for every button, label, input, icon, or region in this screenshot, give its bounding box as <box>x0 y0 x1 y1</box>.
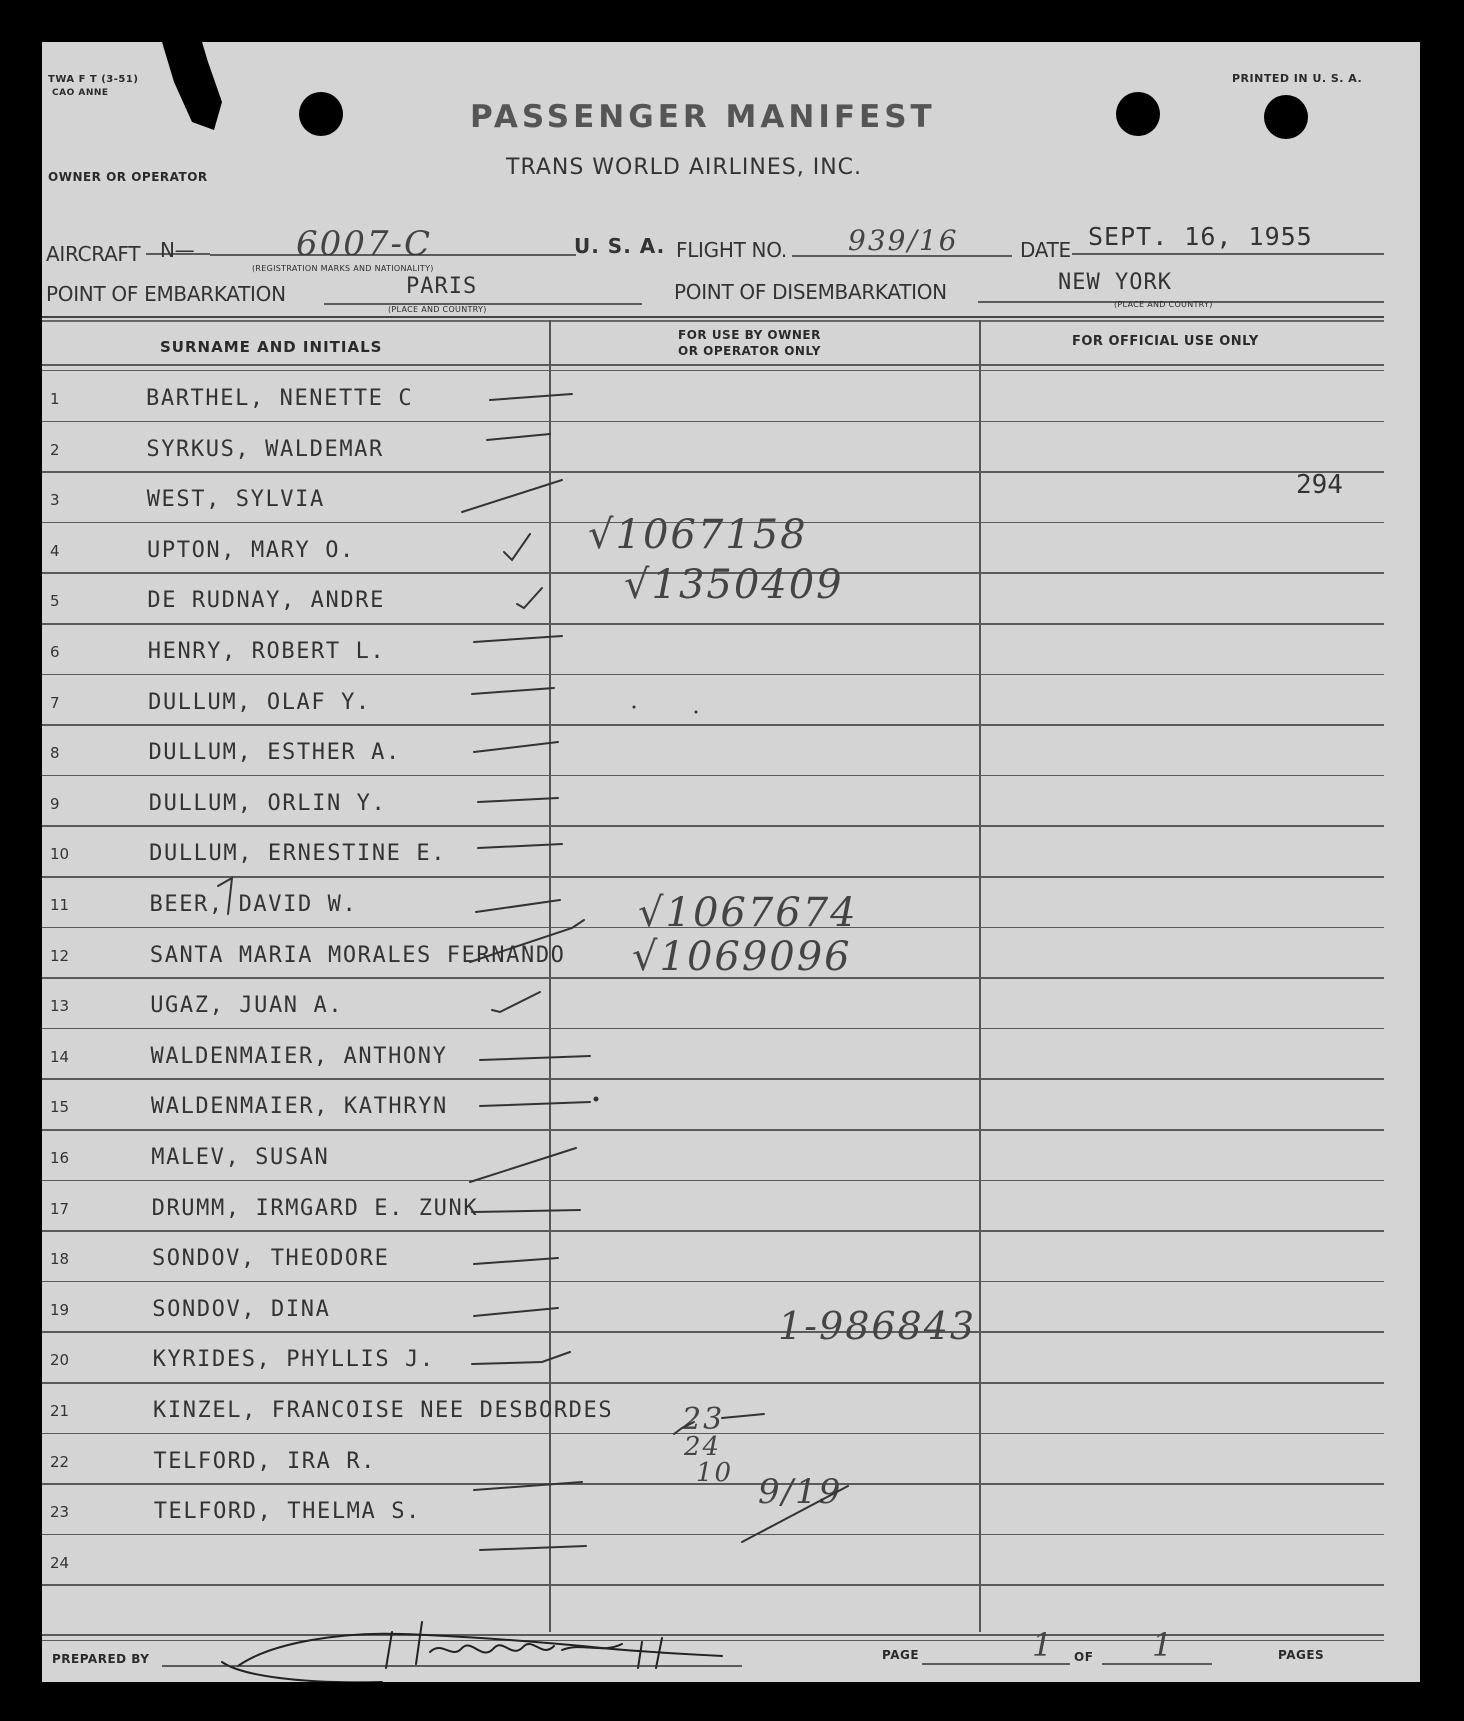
row-number: 2 <box>50 440 60 459</box>
passenger-name: SYRKUS, WALDEMAR <box>146 436 384 462</box>
row-number: 5 <box>50 592 60 611</box>
page-title: PASSENGER MANIFEST <box>470 99 936 135</box>
row-number: 24 <box>50 1553 70 1572</box>
row-number: 15 <box>50 1098 70 1117</box>
passenger-name: TELFORD, THELMA S. <box>153 1499 421 1525</box>
tally-1: 23 <box>682 1402 725 1437</box>
form-annex: CAO ANNE <box>52 88 109 98</box>
passenger-name: HENRY, ROBERT L. <box>147 639 386 664</box>
row-number: 18 <box>50 1250 70 1269</box>
passenger-name: WALDENMAIER, ANTHONY <box>150 1043 448 1069</box>
aircraft-caption: (REGISTRATION MARKS AND NATIONALITY) <box>252 264 434 273</box>
manifest-sheet <box>42 42 1420 1682</box>
column-header-owner-use-1: FOR USE BY OWNER <box>678 328 821 342</box>
passenger-name: MALEV, SUSAN <box>151 1145 330 1170</box>
disembarkation-value: NEW YORK <box>1058 270 1172 295</box>
passenger-name: DULLUM, ESTHER A. <box>148 740 401 766</box>
passenger-name: KYRIDES, PHYLLIS J. <box>152 1347 435 1373</box>
flight-date: SEPT. 16, 1955 <box>1088 222 1313 251</box>
aircraft-prefix: N— <box>160 238 195 262</box>
passenger-name: SANTA MARIA MORALES FERNANDO <box>149 942 566 968</box>
row-number: 17 <box>50 1199 70 1218</box>
tally-date: 9/19 <box>758 1472 843 1512</box>
of-label: OF <box>1074 1650 1094 1664</box>
passenger-name: DULLUM, ERNESTINE E. <box>149 841 447 867</box>
owner-note-row-5: √1350409 <box>624 562 844 608</box>
row-number: 21 <box>50 1402 70 1420</box>
owner-operator-label: OWNER OR OPERATOR <box>48 170 208 184</box>
form-number: TWA F T (3-51) <box>48 74 139 85</box>
aircraft-label: AIRCRAFT <box>46 242 141 266</box>
row-number: 19 <box>50 1300 70 1319</box>
usa-label: U. S. A. <box>574 234 666 258</box>
owner-note-row-4: √1067158 <box>588 512 808 558</box>
passenger-name: SONDOV, DINA <box>152 1296 331 1322</box>
flight-number: 939/16 <box>848 224 959 257</box>
embarkation-caption: (PLACE AND COUNTRY) <box>388 305 487 314</box>
row-number: 10 <box>50 845 70 864</box>
date-label: DATE <box>1020 238 1071 262</box>
disembarkation-label: POINT OF DISEMBARKATION <box>674 280 947 304</box>
passenger-name: BEER, DAVID W. <box>149 892 358 917</box>
row-number: 1 <box>50 390 60 408</box>
passenger-name: SONDOV, THEODORE <box>151 1246 390 1272</box>
passenger-name: TELFORD, IRA R. <box>153 1448 377 1474</box>
passenger-name: DULLUM, OLAF Y. <box>148 689 371 715</box>
tally-2: 24 <box>684 1432 722 1462</box>
row-number: 4 <box>50 541 60 560</box>
official-note-row-3: 294 <box>1296 470 1343 500</box>
page-label: PAGE <box>882 1648 920 1662</box>
flight-label: FLIGHT NO. <box>676 238 787 262</box>
airline-name: TRANS WORLD AIRLINES, INC. <box>506 155 863 180</box>
prepared-by-label: PREPARED BY <box>52 1652 150 1666</box>
row-number: 12 <box>50 946 70 965</box>
passenger-name: DRUMM, IRMGARD E. ZUNK <box>151 1195 479 1221</box>
passenger-name: KINZEL, FRANCOISE NEE DESBORDES <box>153 1398 614 1423</box>
row-number: 6 <box>50 643 60 661</box>
owner-note-row-12: √1067674 <box>638 890 858 936</box>
column-header-names: SURNAME AND INITIALS <box>160 338 383 356</box>
embarkation-label: POINT OF EMBARKATION <box>46 282 286 306</box>
aircraft-registration: 6007-C <box>296 224 433 264</box>
row-number: 3 <box>50 491 60 510</box>
column-header-official: FOR OFFICIAL USE ONLY <box>1072 334 1259 349</box>
passenger-name: DULLUM, ORLIN Y. <box>148 790 387 816</box>
owner-note-row-13: √1069096 <box>632 934 852 980</box>
pages-label: PAGES <box>1278 1648 1325 1662</box>
passenger-name: UPTON, MARY O. <box>147 537 355 563</box>
page-number: 1 <box>1032 1626 1055 1664</box>
row-number: 14 <box>50 1047 70 1066</box>
passenger-name: BARTHEL, NENETTE C <box>146 386 414 411</box>
embarkation-value: PARIS <box>406 274 478 299</box>
tally-3: 10 <box>696 1458 734 1488</box>
row-number: 23 <box>50 1503 70 1522</box>
passenger-name: WALDENMAIER, KATHRYN <box>150 1094 448 1120</box>
row-number: 11 <box>50 896 70 914</box>
printed-in-usa: PRINTED IN U. S. A. <box>1232 72 1363 85</box>
row-number: 9 <box>50 794 60 813</box>
row-number: 8 <box>50 744 60 763</box>
row-number: 7 <box>50 693 60 712</box>
disembarkation-caption: (PLACE AND COUNTRY) <box>1114 300 1213 309</box>
passenger-name: DE RUDNAY, ANDRE <box>147 588 385 614</box>
page-total: 1 <box>1152 1626 1175 1664</box>
footer-rules <box>42 42 1420 1682</box>
row-number: 16 <box>50 1149 70 1167</box>
row-number: 20 <box>50 1351 70 1370</box>
passenger-name: UGAZ, JUAN A. <box>150 993 344 1019</box>
owner-note-row-21: 1-986843 <box>778 1304 977 1348</box>
row-number: 13 <box>50 997 70 1016</box>
passenger-name: WEST, SYLVIA <box>146 487 325 513</box>
row-number: 22 <box>50 1452 70 1471</box>
column-header-owner-use-2: OR OPERATOR ONLY <box>678 344 821 358</box>
